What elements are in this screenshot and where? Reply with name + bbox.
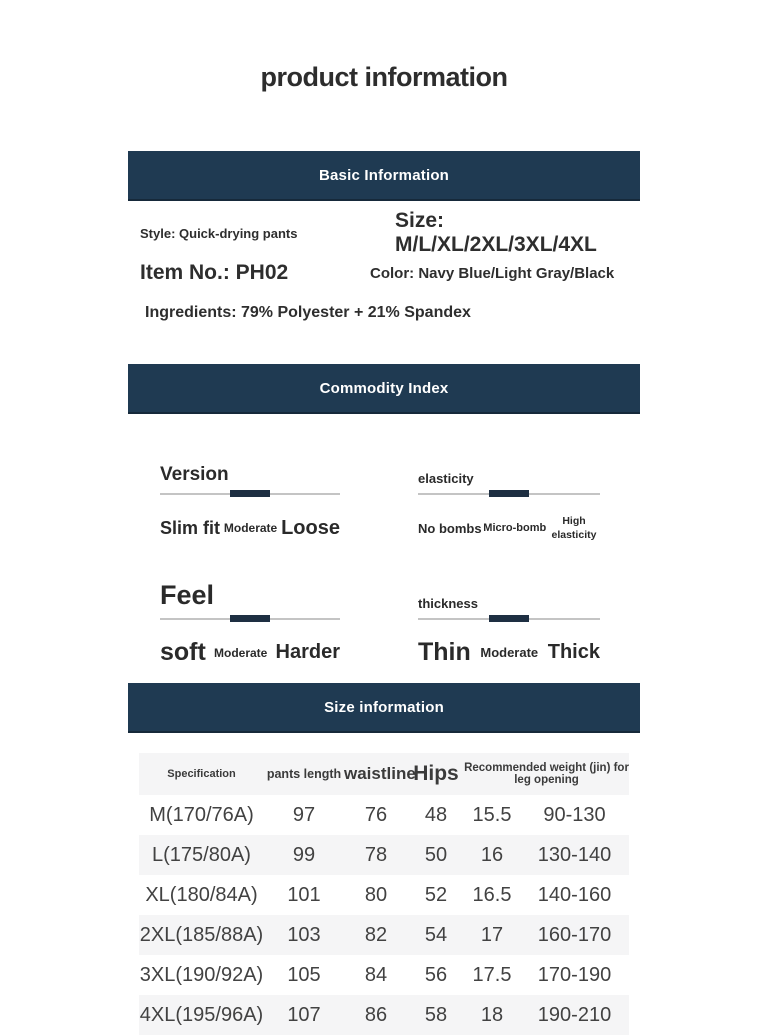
slider-version-label: Version	[160, 464, 229, 485]
table-row	[139, 915, 629, 955]
basic-info-section	[128, 201, 640, 364]
slider-feel-label: Feel	[160, 579, 215, 610]
cell-waistline: 84	[364, 963, 388, 986]
cell-pants-length: 107	[287, 1003, 321, 1026]
cell-leg-opening: 17.5	[472, 963, 512, 986]
slider-version-scale	[160, 507, 340, 549]
cell-pants-length: 99	[292, 843, 316, 866]
content-column	[128, 151, 640, 1035]
basic-row-2	[140, 253, 640, 293]
item-no-value: Item No.: PH02	[140, 261, 289, 284]
page-title: product information	[260, 62, 508, 92]
color-value: Color: Navy Blue/Light Gray/Black	[370, 264, 615, 282]
scale-label: Harder	[275, 641, 340, 663]
slider-thickness-scale	[418, 632, 600, 674]
slider-feel	[160, 575, 340, 684]
cell-leg-opening: 18	[480, 1003, 504, 1026]
cell-spec: XL(180/84A)	[145, 883, 258, 906]
slider-thickness-track	[418, 615, 600, 622]
size-table-header-row	[139, 753, 629, 795]
cell-weight-range: 90-130	[543, 803, 606, 826]
cell-spec: L(175/80A)	[152, 843, 251, 866]
cell-leg-opening: 16.5	[472, 883, 512, 906]
scale-label: Moderate	[214, 645, 268, 660]
slider-thickness-indicator	[489, 615, 529, 622]
col-header-hips: Hips	[413, 762, 459, 785]
scale-label: Loose	[281, 516, 340, 539]
size-information-banner: Size information	[128, 683, 640, 733]
cell-waistline: 78	[364, 843, 388, 866]
scale-label: soft	[160, 638, 206, 666]
cell-hips: 52	[424, 883, 448, 906]
slider-elasticity-scale	[418, 507, 600, 549]
cell-hips: 58	[424, 1003, 448, 1026]
cell-waistline: 82	[364, 923, 388, 946]
cell-weight-range: 140-160	[537, 883, 612, 906]
cell-pants-length: 97	[292, 803, 316, 826]
basic-row-3	[140, 293, 640, 333]
slider-elasticity-label: elasticity	[418, 471, 474, 486]
col-header-specification: Specification	[167, 768, 236, 780]
slider-elasticity-track	[418, 490, 600, 497]
cell-leg-opening: 17	[480, 923, 504, 946]
scale-label: Moderate	[223, 521, 278, 535]
cell-hips: 54	[424, 923, 448, 946]
scale-label: Moderate	[480, 645, 539, 660]
cell-leg-opening: 16	[480, 843, 504, 866]
cell-leg-opening: 15.5	[472, 803, 512, 826]
commodity-index-banner: Commodity Index	[128, 364, 640, 414]
table-row	[139, 835, 629, 875]
table-row	[139, 795, 629, 835]
basic-information-banner: Basic Information	[128, 151, 640, 201]
slider-elasticity	[418, 450, 600, 559]
cell-hips: 56	[424, 963, 448, 986]
style-value: Style: Quick-drying pants	[140, 225, 298, 241]
scale-label: Micro-bomb	[483, 522, 547, 534]
slider-version-indicator	[230, 490, 270, 497]
ingredients-value: Ingredients: 79% Polyester + 21% Spandex	[145, 304, 471, 321]
slider-feel-track	[160, 615, 340, 622]
cell-waistline: 76	[364, 803, 388, 826]
size-table	[139, 753, 629, 1035]
col-header-pants-length: pants length	[266, 767, 342, 781]
slider-version-track	[160, 490, 340, 497]
col-header-waistline: waistline	[344, 764, 416, 783]
cell-spec: 2XL(185/88A)	[139, 923, 264, 946]
slider-elasticity-indicator	[489, 490, 529, 497]
cell-hips: 48	[424, 803, 448, 826]
scale-label: No bombs	[418, 520, 482, 536]
cell-waistline: 80	[364, 883, 388, 906]
slider-thickness	[418, 575, 600, 684]
cell-weight-range: 160-170	[537, 923, 612, 946]
scale-label: Thin	[418, 638, 471, 666]
cell-spec: 4XL(195/96A)	[139, 1003, 264, 1026]
slider-feel-scale	[160, 632, 340, 674]
cell-hips: 50	[424, 843, 448, 866]
cell-pants-length: 103	[287, 923, 321, 946]
cell-waistline: 86	[364, 1003, 388, 1026]
cell-weight-range: 130-140	[537, 843, 612, 866]
size-value: Size: M/L/XL/2XL/3XL/4XL	[395, 209, 597, 256]
table-row	[139, 995, 629, 1035]
scale-label: Slim fit	[160, 517, 221, 538]
cell-weight-range: 170-190	[537, 963, 612, 986]
table-row	[139, 875, 629, 915]
cell-spec: M(170/76A)	[149, 803, 254, 826]
cell-weight-range: 190-210	[537, 1003, 612, 1026]
col-header-recommended-weight: Recommended weight (jin) for leg opening	[464, 762, 629, 786]
cell-pants-length: 101	[287, 883, 321, 906]
commodity-sliders	[128, 414, 640, 683]
slider-version	[160, 450, 340, 559]
cell-pants-length: 105	[287, 963, 321, 986]
basic-row-1	[140, 209, 640, 256]
scale-label: High elasticity	[551, 514, 597, 541]
table-row	[139, 955, 629, 995]
slider-thickness-label: thickness	[418, 595, 478, 611]
slider-feel-indicator	[230, 615, 270, 622]
scale-label: Thick	[547, 641, 600, 663]
cell-spec: 3XL(190/92A)	[139, 963, 264, 986]
